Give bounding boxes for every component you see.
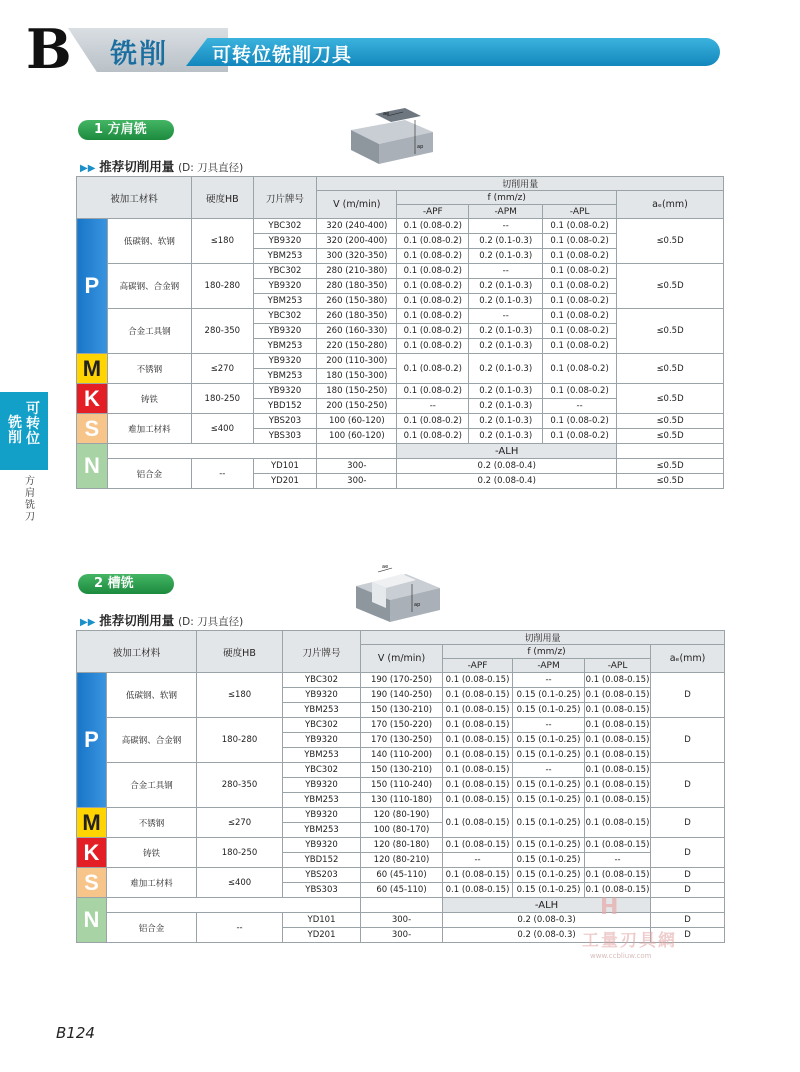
class-m-badge: M xyxy=(77,354,108,384)
ae-value: D xyxy=(651,928,725,943)
ae-value: D xyxy=(651,838,725,868)
grade-value: YBC302 xyxy=(253,219,317,234)
speed-value: 150 (130-210) xyxy=(361,763,443,778)
col-header-apf: -APF xyxy=(397,205,469,219)
side-tab-line2: 铣削 xyxy=(8,415,22,446)
feed-apm-value: 0.15 (0.1-0.25) xyxy=(513,688,585,703)
speed-value: 180 (150-250) xyxy=(317,384,397,399)
feed-apl-value: 0.1 (0.08-0.2) xyxy=(543,279,617,294)
col-header-v: V (m/min) xyxy=(361,645,443,673)
arrow-icon: ▶▶ xyxy=(80,617,96,628)
speed-value: 140 (110-200) xyxy=(361,748,443,763)
feed-alh-value: 0.2 (0.08-0.4) xyxy=(397,459,617,474)
feed-apm-value: -- xyxy=(469,264,543,279)
col-header-material: 被加工材料 xyxy=(77,177,192,219)
feed-apf-value: 0.1 (0.08-0.15) xyxy=(443,808,513,838)
grade-value: YB9320 xyxy=(283,733,361,748)
feed-apl-value: 0.1 (0.08-0.2) xyxy=(543,219,617,234)
ae-value: ≤0.5D xyxy=(617,384,724,414)
watermark-logo: H xyxy=(600,895,619,920)
grade-value: YB9320 xyxy=(283,808,361,823)
class-p-badge: P xyxy=(77,219,108,354)
chapter-letter: B xyxy=(26,17,72,81)
slot-milling-block-icon xyxy=(352,562,444,626)
feed-apf-value: 0.1 (0.08-0.2) xyxy=(397,309,469,324)
class-n-badge: N xyxy=(77,898,107,943)
speed-value: 300- xyxy=(361,913,443,928)
class-s-badge: S xyxy=(77,414,108,444)
col-header-alh: -ALH xyxy=(397,444,617,459)
col-header-grade: 刀片牌号 xyxy=(283,631,361,673)
grade-value: YBM253 xyxy=(253,294,317,309)
speed-value: 150 (130-210) xyxy=(361,703,443,718)
feed-apm-value: -- xyxy=(469,219,543,234)
cutting-table-2 xyxy=(76,630,725,943)
feed-apf-value: 0.1 (0.08-0.15) xyxy=(443,868,513,883)
feed-apm-value: 0.2 (0.1-0.3) xyxy=(469,279,543,294)
section-2-subtitle-text: 推荐切削用量 xyxy=(99,613,175,628)
empty-cell xyxy=(107,898,361,913)
ae-value: D xyxy=(651,718,725,763)
feed-apl-value: 0.1 (0.08-0.15) xyxy=(585,778,651,793)
speed-value: 300 (320-350) xyxy=(317,249,397,264)
col-header-apl: -APL xyxy=(543,205,617,219)
grade-value: YB9320 xyxy=(283,778,361,793)
empty-cell xyxy=(617,444,724,459)
feed-apl-value: 0.1 (0.08-0.15) xyxy=(585,718,651,733)
material-name: 铝合金 xyxy=(107,459,191,489)
section-2-subtitle xyxy=(80,611,243,629)
table-row xyxy=(77,718,725,733)
feed-apl-value: 0.1 (0.08-0.2) xyxy=(543,294,617,309)
section-1-note: (D: 刀具直径) xyxy=(178,162,244,174)
speed-value: 190 (170-250) xyxy=(361,673,443,688)
grade-value: YBC302 xyxy=(283,718,361,733)
section-1-title: 1 方肩铣 xyxy=(78,120,174,140)
feed-apl-value: -- xyxy=(585,853,651,868)
side-tab-subtitle: 方肩铣刀 xyxy=(25,476,35,523)
grade-value: YD101 xyxy=(253,459,317,474)
block-ae-label: ae xyxy=(383,111,390,117)
class-s-badge: S xyxy=(77,868,107,898)
feed-alh-value: 0.2 (0.08-0.3) xyxy=(443,913,651,928)
feed-apm-value: 0.15 (0.1-0.25) xyxy=(513,733,585,748)
ae-value: ≤0.5D xyxy=(617,474,724,489)
speed-value: 300- xyxy=(361,928,443,943)
chapter-category: 铣削 xyxy=(110,39,168,70)
feed-apf-value: 0.1 (0.08-0.15) xyxy=(443,673,513,688)
feed-apf-value: 0.1 (0.08-0.15) xyxy=(443,763,513,778)
empty-cell xyxy=(651,898,725,913)
table-row xyxy=(77,459,724,474)
feed-apm-value: 0.2 (0.1-0.3) xyxy=(469,234,543,249)
feed-apf-value: 0.1 (0.08-0.15) xyxy=(443,718,513,733)
empty-cell xyxy=(361,898,443,913)
col-header-apl: -APL xyxy=(585,659,651,673)
material-name: 合金工具钢 xyxy=(107,763,197,808)
feed-apl-value: 0.1 (0.08-0.2) xyxy=(543,384,617,399)
feed-apm-value: 0.15 (0.1-0.25) xyxy=(513,793,585,808)
feed-apl-value: 0.1 (0.08-0.15) xyxy=(585,793,651,808)
speed-value: 320 (200-400) xyxy=(317,234,397,249)
material-name: 不锈钢 xyxy=(107,354,191,384)
grade-value: YD201 xyxy=(253,474,317,489)
grade-value: YB9320 xyxy=(253,324,317,339)
empty-cell xyxy=(317,444,397,459)
speed-value: 120 (80-180) xyxy=(361,838,443,853)
feed-apl-value: 0.1 (0.08-0.2) xyxy=(543,324,617,339)
feed-apl-value: 0.1 (0.08-0.2) xyxy=(543,429,617,444)
feed-apf-value: 0.1 (0.08-0.15) xyxy=(443,778,513,793)
col-header-ae: aₑ(mm) xyxy=(617,191,724,219)
speed-value: 220 (150-280) xyxy=(317,339,397,354)
section-1-subtitle xyxy=(80,157,243,175)
hardness-value: ≤270 xyxy=(192,354,254,384)
block-ap-label: ap xyxy=(414,602,421,608)
feed-apf-value: 0.1 (0.08-0.2) xyxy=(397,384,469,399)
speed-value: 60 (45-110) xyxy=(361,883,443,898)
class-m-badge: M xyxy=(77,808,107,838)
grade-value: YBD152 xyxy=(283,853,361,868)
feed-apm-value: 0.15 (0.1-0.25) xyxy=(513,778,585,793)
feed-apm-value: 0.2 (0.1-0.3) xyxy=(469,324,543,339)
grade-value: YBM253 xyxy=(283,748,361,763)
col-header-hardness: 硬度HB xyxy=(197,631,283,673)
hardness-value: 280-350 xyxy=(197,763,283,808)
class-k-badge: K xyxy=(77,838,107,868)
hardness-value: -- xyxy=(197,913,283,943)
material-name: 低碳钢、软钢 xyxy=(107,673,197,718)
speed-value: 100 (60-120) xyxy=(317,429,397,444)
feed-apl-value: 0.1 (0.08-0.15) xyxy=(585,808,651,838)
ae-value: ≤0.5D xyxy=(617,354,724,384)
grade-value: YBC302 xyxy=(283,763,361,778)
col-header-alh: -ALH xyxy=(443,898,651,913)
arrow-icon: ▶▶ xyxy=(80,163,96,174)
grade-value: YBS303 xyxy=(283,883,361,898)
feed-apm-value: 0.2 (0.1-0.3) xyxy=(469,384,543,399)
cutting-table-1 xyxy=(76,176,724,489)
table-row xyxy=(77,384,724,399)
feed-apf-value: -- xyxy=(397,399,469,414)
hardness-value: ≤180 xyxy=(197,673,283,718)
speed-value: 260 (150-380) xyxy=(317,294,397,309)
hardness-value: 180-280 xyxy=(197,718,283,763)
feed-apf-value: 0.1 (0.08-0.2) xyxy=(397,414,469,429)
feed-apl-value: 0.1 (0.08-0.15) xyxy=(585,733,651,748)
table-row xyxy=(77,264,724,279)
table-row xyxy=(77,763,725,778)
material-name: 合金工具钢 xyxy=(107,309,191,354)
col-header-apm: -APM xyxy=(513,659,585,673)
hardness-value: -- xyxy=(192,459,254,489)
feed-apm-value: 0.15 (0.1-0.25) xyxy=(513,808,585,838)
hardness-value: ≤400 xyxy=(192,414,254,444)
ae-value: ≤0.5D xyxy=(617,264,724,309)
header-row xyxy=(77,631,725,645)
feed-apf-value: 0.1 (0.08-0.2) xyxy=(397,339,469,354)
feed-apl-value: 0.1 (0.08-0.15) xyxy=(585,748,651,763)
hardness-value: ≤180 xyxy=(192,219,254,264)
col-header-v: V (m/min) xyxy=(317,191,397,219)
grade-value: YBM253 xyxy=(283,823,361,838)
grade-value: YBS203 xyxy=(283,868,361,883)
empty-cell xyxy=(107,444,316,459)
class-n-badge: N xyxy=(77,444,108,489)
col-header-ae: aₑ(mm) xyxy=(651,645,725,673)
material-name: 高碳钢、合金钢 xyxy=(107,264,191,309)
feed-apl-value: 0.1 (0.08-0.15) xyxy=(585,703,651,718)
material-name: 铝合金 xyxy=(107,913,197,943)
feed-apf-value: 0.1 (0.08-0.2) xyxy=(397,264,469,279)
col-header-apf: -APF xyxy=(443,659,513,673)
feed-apl-value: 0.1 (0.08-0.2) xyxy=(543,309,617,324)
material-name: 难加工材料 xyxy=(107,868,197,898)
feed-apm-value: 0.2 (0.1-0.3) xyxy=(469,414,543,429)
speed-value: 150 (110-240) xyxy=(361,778,443,793)
grade-value: YBC302 xyxy=(253,309,317,324)
feed-apm-value: 0.15 (0.1-0.25) xyxy=(513,853,585,868)
speed-value: 260 (180-350) xyxy=(317,309,397,324)
feed-apm-value: 0.2 (0.1-0.3) xyxy=(469,249,543,264)
material-name: 低碳钢、软钢 xyxy=(107,219,191,264)
grade-value: YBM253 xyxy=(283,793,361,808)
grade-value: YBM253 xyxy=(253,339,317,354)
feed-apm-value: -- xyxy=(513,673,585,688)
speed-value: 170 (150-220) xyxy=(361,718,443,733)
table-row xyxy=(77,309,724,324)
block-ap-label: ap xyxy=(417,144,424,150)
feed-apf-value: 0.1 (0.08-0.15) xyxy=(443,883,513,898)
ae-value: ≤0.5D xyxy=(617,309,724,354)
shoulder-milling-block-icon xyxy=(345,108,440,170)
ae-value: D xyxy=(651,883,725,898)
speed-value: 120 (80-190) xyxy=(361,808,443,823)
speed-value: 190 (140-250) xyxy=(361,688,443,703)
feed-apf-value: 0.1 (0.08-0.15) xyxy=(443,733,513,748)
grade-value: YB9320 xyxy=(253,279,317,294)
feed-apl-value: 0.1 (0.08-0.2) xyxy=(543,414,617,429)
feed-apm-value: 0.15 (0.1-0.25) xyxy=(513,883,585,898)
hardness-value: 180-280 xyxy=(192,264,254,309)
grade-value: YBD152 xyxy=(253,399,317,414)
speed-value: 100 (60-120) xyxy=(317,414,397,429)
ae-value: ≤0.5D xyxy=(617,459,724,474)
grade-value: YB9320 xyxy=(253,384,317,399)
table-row xyxy=(77,838,725,853)
speed-value: 130 (110-180) xyxy=(361,793,443,808)
class-p-badge: P xyxy=(77,673,107,808)
ae-value: ≤0.5D xyxy=(617,219,724,264)
feed-apf-value: 0.1 (0.08-0.15) xyxy=(443,703,513,718)
material-name: 难加工材料 xyxy=(107,414,191,444)
feed-apm-value: 0.15 (0.1-0.25) xyxy=(513,703,585,718)
feed-apm-value: 0.15 (0.1-0.25) xyxy=(513,748,585,763)
speed-value: 100 (80-170) xyxy=(361,823,443,838)
col-header-cutting: 切削用量 xyxy=(317,177,724,191)
ae-value: D xyxy=(651,868,725,883)
col-header-apm: -APM xyxy=(469,205,543,219)
feed-apm-value: 0.2 (0.1-0.3) xyxy=(469,354,543,384)
feed-alh-value: 0.2 (0.08-0.4) xyxy=(397,474,617,489)
col-header-f: f (mm/z) xyxy=(397,191,617,205)
grade-value: YBC302 xyxy=(253,264,317,279)
ae-value: D xyxy=(651,763,725,808)
col-header-material: 被加工材料 xyxy=(77,631,197,673)
feed-apf-value: 0.1 (0.08-0.2) xyxy=(397,234,469,249)
material-name: 铸铁 xyxy=(107,838,197,868)
col-header-f: f (mm/z) xyxy=(443,645,651,659)
feed-apl-value: 0.1 (0.08-0.15) xyxy=(585,673,651,688)
speed-value: 320 (240-400) xyxy=(317,219,397,234)
feed-apm-value: 0.2 (0.1-0.3) xyxy=(469,294,543,309)
feed-apm-value: -- xyxy=(469,309,543,324)
ae-value: D xyxy=(651,808,725,838)
feed-apf-value: 0.1 (0.08-0.2) xyxy=(397,294,469,309)
feed-apf-value: 0.1 (0.08-0.2) xyxy=(397,219,469,234)
table-row xyxy=(77,868,725,883)
ae-value: ≤0.5D xyxy=(617,429,724,444)
speed-value: 180 (150-300) xyxy=(317,369,397,384)
ae-value: ≤0.5D xyxy=(617,414,724,429)
table-row xyxy=(77,354,724,369)
speed-value: 280 (180-350) xyxy=(317,279,397,294)
feed-apf-value: -- xyxy=(443,853,513,868)
grade-value: YB9320 xyxy=(253,234,317,249)
grade-value: YB9320 xyxy=(253,354,317,369)
feed-apl-value: 0.1 (0.08-0.15) xyxy=(585,868,651,883)
feed-alh-value: 0.2 (0.08-0.3) xyxy=(443,928,651,943)
grade-value: YBS303 xyxy=(253,429,317,444)
grade-value: YD201 xyxy=(283,928,361,943)
feed-apl-value: 0.1 (0.08-0.2) xyxy=(543,339,617,354)
watermark-text: 工量刃具網 xyxy=(582,931,677,951)
section-1-subtitle-text: 推荐切削用量 xyxy=(99,159,175,174)
speed-value: 200 (110-300) xyxy=(317,354,397,369)
feed-apf-value: 0.1 (0.08-0.15) xyxy=(443,793,513,808)
hardness-value: ≤400 xyxy=(197,868,283,898)
feed-apf-value: 0.1 (0.08-0.2) xyxy=(397,324,469,339)
material-name: 不锈钢 xyxy=(107,808,197,838)
feed-apl-value: 0.1 (0.08-0.15) xyxy=(585,883,651,898)
col-header-hardness: 硬度HB xyxy=(192,177,254,219)
speed-value: 200 (150-250) xyxy=(317,399,397,414)
feed-apl-value: 0.1 (0.08-0.2) xyxy=(543,234,617,249)
feed-apf-value: 0.1 (0.08-0.2) xyxy=(397,354,469,384)
feed-apl-value: 0.1 (0.08-0.2) xyxy=(543,264,617,279)
chapter-title: 可转位铣削刀具 xyxy=(212,44,353,66)
speed-value: 260 (160-330) xyxy=(317,324,397,339)
feed-apl-value: 0.1 (0.08-0.15) xyxy=(585,838,651,853)
feed-apm-value: -- xyxy=(513,718,585,733)
speed-value: 300- xyxy=(317,459,397,474)
side-tab[interactable] xyxy=(0,392,48,470)
feed-apl-value: 0.1 (0.08-0.15) xyxy=(585,763,651,778)
grade-value: YBM253 xyxy=(283,703,361,718)
section-2-note: (D: 刀具直径) xyxy=(178,616,244,628)
class-k-badge: K xyxy=(77,384,108,414)
feed-apf-value: 0.1 (0.08-0.15) xyxy=(443,688,513,703)
table-row xyxy=(77,219,724,234)
speed-value: 120 (80-210) xyxy=(361,853,443,868)
speed-value: 300- xyxy=(317,474,397,489)
feed-apl-value: -- xyxy=(543,399,617,414)
grade-value: YBM253 xyxy=(253,369,317,384)
section-2-title: 2 槽铣 xyxy=(78,574,174,594)
grade-value: YBC302 xyxy=(283,673,361,688)
feed-apl-value: 0.1 (0.08-0.2) xyxy=(543,354,617,384)
grade-value: YB9320 xyxy=(283,688,361,703)
col-header-grade: 刀片牌号 xyxy=(253,177,317,219)
grade-value: YBS203 xyxy=(253,414,317,429)
header-row xyxy=(77,177,724,191)
ae-value: D xyxy=(651,913,725,928)
material-name: 铸铁 xyxy=(107,384,191,414)
block-ae-label: ae xyxy=(382,564,389,570)
table-row xyxy=(77,414,724,429)
feed-apf-value: 0.1 (0.08-0.15) xyxy=(443,838,513,853)
grade-value: YBM253 xyxy=(253,249,317,264)
hardness-value: ≤270 xyxy=(197,808,283,838)
feed-apf-value: 0.1 (0.08-0.2) xyxy=(397,429,469,444)
feed-apl-value: 0.1 (0.08-0.2) xyxy=(543,249,617,264)
feed-apm-value: 0.2 (0.1-0.3) xyxy=(469,399,543,414)
speed-value: 280 (210-380) xyxy=(317,264,397,279)
table-row xyxy=(77,673,725,688)
hardness-value: 180-250 xyxy=(197,838,283,868)
material-name: 高碳钢、合金钢 xyxy=(107,718,197,763)
feed-apm-value: 0.2 (0.1-0.3) xyxy=(469,339,543,354)
speed-value: 60 (45-110) xyxy=(361,868,443,883)
hardness-value: 180-250 xyxy=(192,384,254,414)
feed-apm-value: 0.2 (0.1-0.3) xyxy=(469,429,543,444)
alh-row xyxy=(77,898,725,913)
feed-apf-value: 0.1 (0.08-0.2) xyxy=(397,279,469,294)
watermark-url: www.ccbliuw.com xyxy=(590,952,652,960)
feed-apm-value: -- xyxy=(513,763,585,778)
page-number: B124 xyxy=(56,1024,95,1042)
feed-apf-value: 0.1 (0.08-0.2) xyxy=(397,249,469,264)
hardness-value: 280-350 xyxy=(192,309,254,354)
alh-row xyxy=(77,444,724,459)
grade-value: YB9320 xyxy=(283,838,361,853)
ae-value: D xyxy=(651,673,725,718)
feed-apm-value: 0.15 (0.1-0.25) xyxy=(513,838,585,853)
table-row xyxy=(77,808,725,823)
feed-apl-value: 0.1 (0.08-0.15) xyxy=(585,688,651,703)
col-header-cutting: 切削用量 xyxy=(361,631,725,645)
side-tab-line1: 可转位 xyxy=(26,401,40,447)
grade-value: YD101 xyxy=(283,913,361,928)
feed-apf-value: 0.1 (0.08-0.15) xyxy=(443,748,513,763)
feed-apm-value: 0.15 (0.1-0.25) xyxy=(513,868,585,883)
speed-value: 170 (130-250) xyxy=(361,733,443,748)
